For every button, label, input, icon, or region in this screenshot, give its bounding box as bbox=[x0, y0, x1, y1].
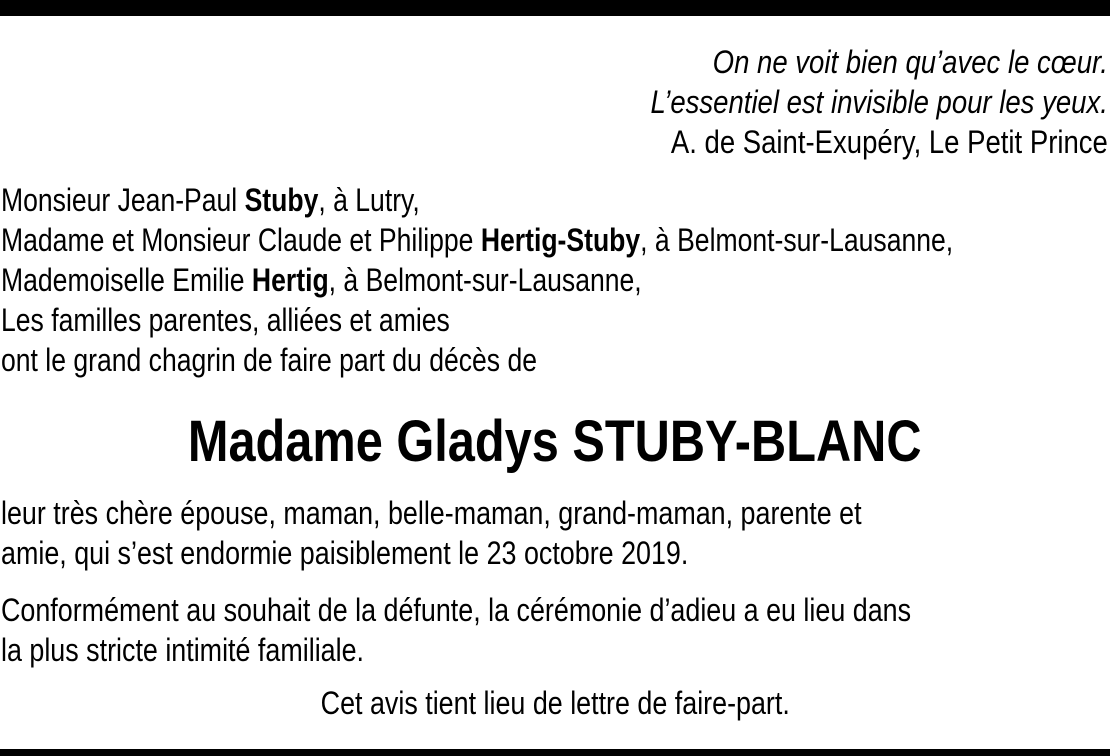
family-line-3 bbox=[1, 260, 953, 300]
family-line-1 bbox=[1, 180, 953, 220]
quote-line-1: On ne voit bien qu’avec le cœur. bbox=[712, 44, 1108, 80]
footer-text: Cet avis tient lieu de lettre de faire-part. bbox=[320, 685, 790, 721]
family-line-1-prefix: Monsieur Jean-Paul bbox=[1, 182, 245, 218]
footer-notice bbox=[0, 683, 1110, 723]
family-line-1-name: Stuby bbox=[244, 182, 319, 218]
family-line-2 bbox=[1, 220, 953, 260]
quote-attribution: A. de Saint-Exupéry, Le Petit Prince bbox=[671, 124, 1108, 160]
bottom-border-rule bbox=[0, 749, 1110, 756]
family-line-2-name: Hertig-Stuby bbox=[480, 222, 641, 258]
deceased-name: Madame Gladys STUBY-BLANC bbox=[188, 409, 922, 474]
family-line-4: Les familles parentes, alliées et amies bbox=[1, 302, 450, 338]
family-line-2-suffix: , à Belmont-sur-Lausanne, bbox=[640, 222, 954, 258]
paragraph-1-line-2: amie, qui s’est endormie paisiblement le 23 octobre 2019. bbox=[1, 535, 689, 571]
family-line-3-prefix: Mademoiselle Emilie bbox=[1, 262, 252, 298]
paragraph-ceremony bbox=[1, 590, 911, 670]
paragraph-2-line-1: Conformément au souhait de la défunte, la cérémonie d’adieu a eu lieu dans bbox=[1, 592, 912, 628]
family-line-1-suffix: , à Lutry, bbox=[318, 182, 420, 218]
family-line-5: ont le grand chagrin de faire part du décès de bbox=[1, 342, 537, 378]
paragraph-description bbox=[1, 493, 862, 573]
family-line-3-name: Hertig bbox=[251, 262, 329, 298]
family-line-3-suffix: , à Belmont-sur-Lausanne, bbox=[328, 262, 642, 298]
top-border-rule bbox=[0, 0, 1110, 16]
paragraph-1-line-1: leur très chère épouse, maman, belle-maman, grand-maman, parente et bbox=[1, 495, 862, 531]
paragraph-2-line-2: la plus stricte intimité familiale. bbox=[1, 632, 364, 668]
epigraph-quote bbox=[651, 42, 1108, 162]
family-line-2-prefix: Madame et Monsieur Claude et Philippe bbox=[1, 222, 481, 258]
deceased-name-heading bbox=[0, 410, 1110, 474]
family-announcement bbox=[1, 180, 953, 380]
quote-line-2: L’essentiel est invisible pour les yeux. bbox=[650, 84, 1108, 120]
